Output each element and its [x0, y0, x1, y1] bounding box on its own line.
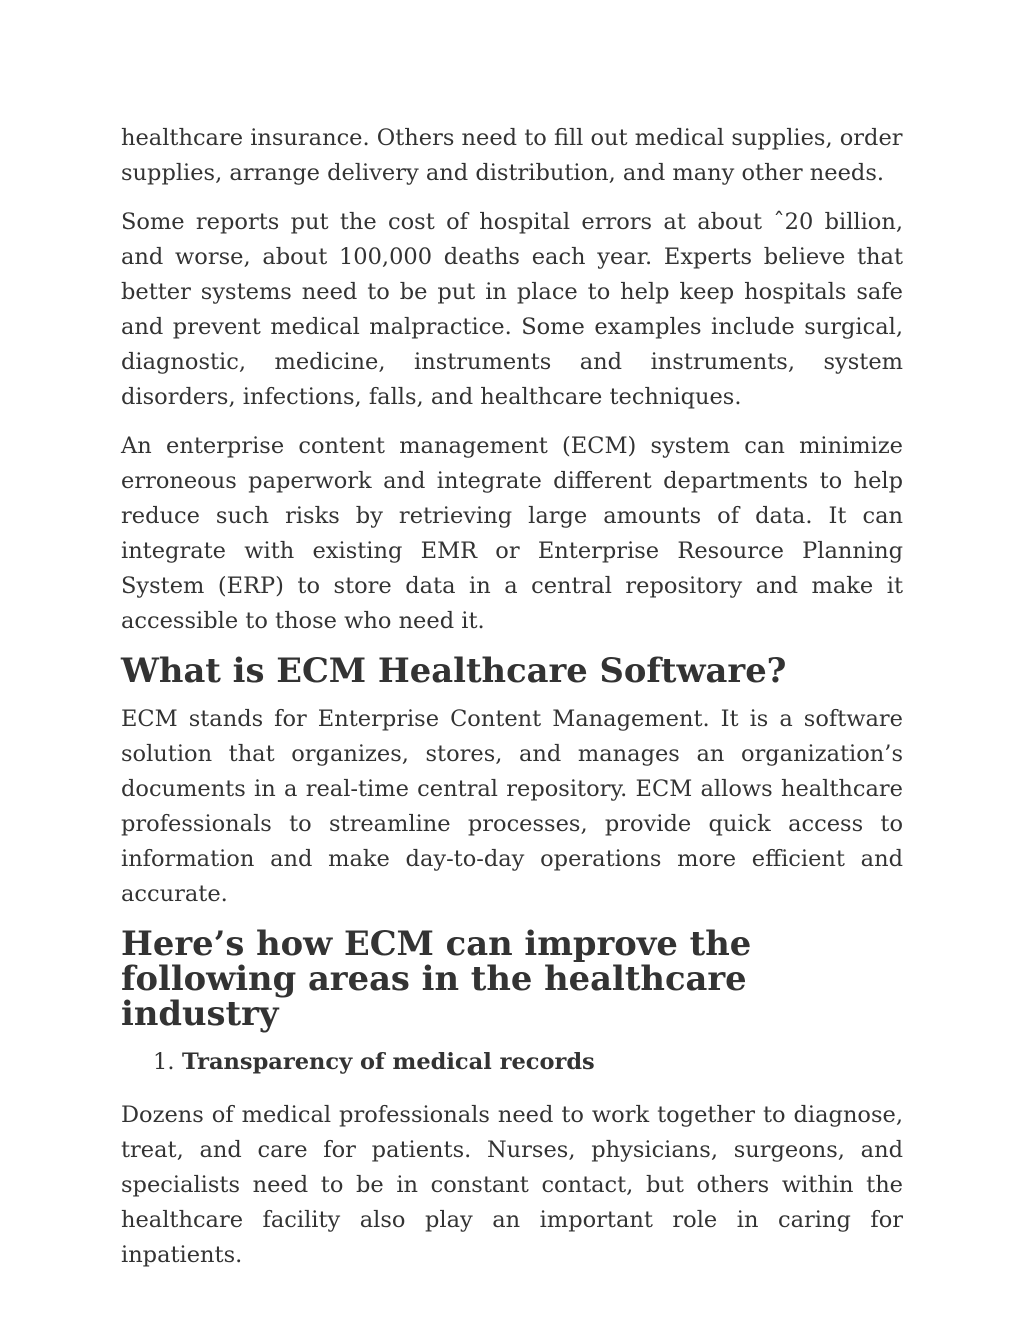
document-page: [121, 121, 903, 1287]
paragraph-medical-professionals: Dozens of medical professionals need to work together to diagnose, treat, and care for patients. Nurses, physicians, surgeons, and specialists need to be in constant contact, but others within the healthcare facility also play an important role in caring for inpatients.: [121, 1102, 903, 1268]
list-item-number: 1.: [153, 1049, 175, 1075]
paragraph-ecm-system: An enterprise content management (ECM) system can minimize erroneous paperwork and integrate different departments to help reduce such risks by retrieving large amounts of data. It can integrate with existing EMR or Enterprise Resource Planning System (ERP) to store data in a central repository and make it accessible to those who need it.: [121, 433, 903, 634]
numbered-list: [121, 1045, 903, 1080]
paragraph-hospital-errors: Some reports put the cost of hospital errors at about ˆ20 billion, and worse, about 100,000 deaths each year. Experts believe that better systems need to be put in place to help keep hospitals safe and prevent medical malpractice. Some examples include surgical, diagnostic, medicine, instruments and instruments, system disorders, infections, falls, and healthcare techniques.: [121, 209, 903, 410]
heading-ecm-improvements: Here’s how ECM can improve the following areas in the healthcare industry: [121, 923, 752, 1033]
paragraph-ecm-definition: ECM stands for Enterprise Content Management. It is a software solution that organizes, stores, and manages an organization’s documents in a real-time central repository. ECM allows healthcare professionals to streamline processes, provide quick access to information and make day-to-day operations more efficient and accurate.: [121, 706, 903, 907]
heading-what-is-ecm: What is ECM Healthcare Software?: [121, 650, 787, 690]
list-item: [121, 1045, 903, 1080]
paragraph-insurance: healthcare insurance. Others need to fill out medical supplies, order supplies, arrange delivery and distribution, and many other needs.: [121, 125, 903, 186]
list-item-text: Transparency of medical records: [182, 1049, 595, 1075]
